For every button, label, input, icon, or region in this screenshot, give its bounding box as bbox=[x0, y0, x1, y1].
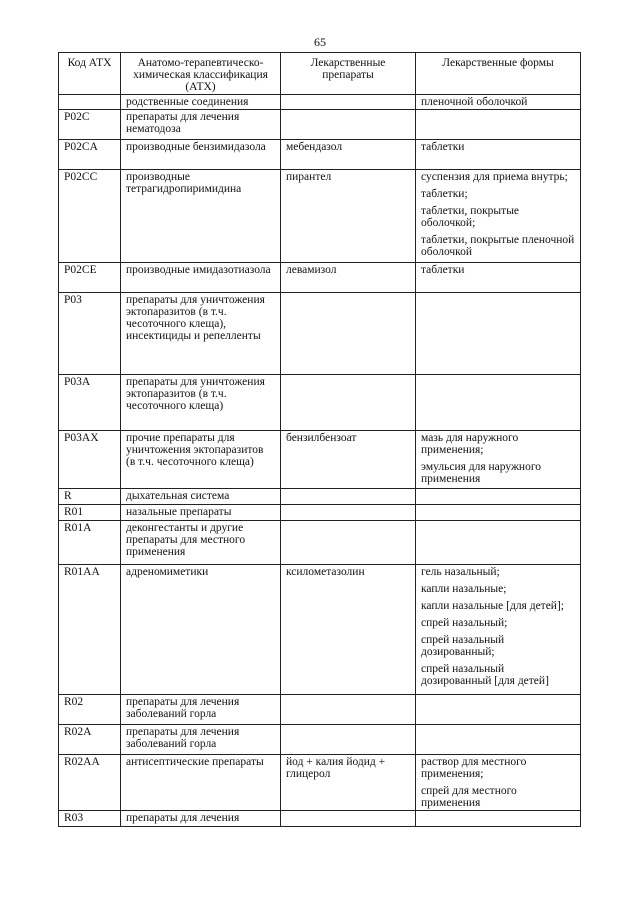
cell-code: P02CE bbox=[59, 263, 121, 293]
cell-dosage-forms bbox=[416, 521, 581, 565]
dosage-form-item: таблетки; bbox=[421, 188, 468, 200]
cell-dosage-forms bbox=[416, 725, 581, 755]
cell-code: R bbox=[59, 489, 121, 505]
cell-atc-classification: производные тетрагидропиримидина bbox=[121, 170, 281, 263]
cell-atc-classification: препараты для лечения заболеваний горла bbox=[121, 725, 281, 755]
cell-atc-classification: дыхательная система bbox=[121, 489, 281, 505]
dosage-form-item: суспензия для приема внутрь; bbox=[421, 171, 568, 183]
cell-drug: ксилометазолин bbox=[281, 565, 416, 695]
cell-code: R01 bbox=[59, 505, 121, 521]
table-row bbox=[59, 293, 581, 375]
table-row bbox=[59, 140, 581, 170]
cell-drug: бензилбензоат bbox=[281, 431, 416, 489]
cell-code: R02AA bbox=[59, 755, 121, 811]
cell-atc-classification: прочие препараты для уничтожения эктопаразитов (в т.ч. чесоточного клеща) bbox=[121, 431, 281, 489]
cell-atc-classification: антисептические препараты bbox=[121, 755, 281, 811]
cell-code: P03AX bbox=[59, 431, 121, 489]
table-row bbox=[59, 521, 581, 565]
cell-atc-classification: деконгестанты и другие препараты для местного применения bbox=[121, 521, 281, 565]
cell-code bbox=[59, 95, 121, 110]
cell-drug: пирантел bbox=[281, 170, 416, 263]
cell-dosage-forms bbox=[416, 95, 581, 110]
table-row bbox=[59, 95, 581, 110]
table-row bbox=[59, 565, 581, 695]
cell-code: R01A bbox=[59, 521, 121, 565]
dosage-form-item: спрей назальный дозированный [для детей] bbox=[421, 663, 549, 687]
cell-dosage-forms bbox=[416, 375, 581, 431]
cell-drug bbox=[281, 505, 416, 521]
cell-dosage-forms bbox=[416, 110, 581, 140]
dosage-form-item: капли назальные; bbox=[421, 583, 507, 595]
table-row bbox=[59, 505, 581, 521]
cell-atc-classification: препараты для лечения bbox=[121, 811, 281, 827]
table-row bbox=[59, 725, 581, 755]
header-dosage-forms: Лекарственные формы bbox=[416, 53, 581, 95]
header-code: Код АТХ bbox=[59, 53, 121, 95]
cell-drug bbox=[281, 489, 416, 505]
dosage-form-item: таблетки bbox=[421, 264, 465, 276]
cell-atc-classification: родственные соединения bbox=[121, 95, 281, 110]
table-row bbox=[59, 263, 581, 293]
cell-code: R03 bbox=[59, 811, 121, 827]
table-row bbox=[59, 110, 581, 140]
cell-dosage-forms bbox=[416, 695, 581, 725]
cell-dosage-forms bbox=[416, 170, 581, 263]
cell-drug: мебендазол bbox=[281, 140, 416, 170]
dosage-form-item: спрей назальный; bbox=[421, 617, 508, 629]
cell-code: P03 bbox=[59, 293, 121, 375]
cell-dosage-forms bbox=[416, 505, 581, 521]
table-row bbox=[59, 695, 581, 725]
atc-table bbox=[58, 52, 581, 827]
dosage-form-item: гель назальный; bbox=[421, 566, 500, 578]
cell-drug: левамизол bbox=[281, 263, 416, 293]
cell-drug bbox=[281, 811, 416, 827]
dosage-form-item: таблетки, покрытые оболочкой; bbox=[421, 205, 520, 229]
table-header bbox=[59, 53, 581, 95]
cell-drug: йод + калия йодид + глицерол bbox=[281, 755, 416, 811]
dosage-form-item: эмульсия для наружного применения bbox=[421, 461, 542, 485]
table-body bbox=[59, 95, 581, 827]
cell-drug bbox=[281, 695, 416, 725]
cell-dosage-forms bbox=[416, 293, 581, 375]
table-row bbox=[59, 755, 581, 811]
cell-code: P02CA bbox=[59, 140, 121, 170]
cell-atc-classification: препараты для уничтожения эктопаразитов (в т.ч. чесоточного клеща) bbox=[121, 375, 281, 431]
cell-drug bbox=[281, 521, 416, 565]
cell-atc-classification: препараты для уничтожения эктопаразитов (в т.ч. чесоточного клеща), инсектициды и репелленты bbox=[121, 293, 281, 375]
cell-dosage-forms bbox=[416, 140, 581, 170]
cell-dosage-forms bbox=[416, 565, 581, 695]
cell-code: R01AA bbox=[59, 565, 121, 695]
table-row bbox=[59, 431, 581, 489]
cell-code: P03A bbox=[59, 375, 121, 431]
header-row bbox=[59, 53, 581, 95]
page-number: 65 bbox=[314, 35, 326, 49]
dosage-form-item: пленочной оболочкой bbox=[421, 96, 528, 108]
dosage-form-item: раствор для местного применения; bbox=[421, 756, 527, 780]
header-drugs: Лекарственные препараты bbox=[281, 53, 416, 95]
cell-dosage-forms bbox=[416, 263, 581, 293]
cell-dosage-forms bbox=[416, 755, 581, 811]
cell-drug bbox=[281, 293, 416, 375]
dosage-form-item: капли назальные [для детей]; bbox=[421, 600, 564, 612]
cell-drug bbox=[281, 375, 416, 431]
cell-atc-classification: адреномиметики bbox=[121, 565, 281, 695]
cell-atc-classification: производные бензимидазола bbox=[121, 140, 281, 170]
dosage-form-item: таблетки bbox=[421, 141, 465, 153]
cell-code: P02CC bbox=[59, 170, 121, 263]
cell-drug bbox=[281, 725, 416, 755]
table-row bbox=[59, 375, 581, 431]
cell-drug bbox=[281, 110, 416, 140]
cell-dosage-forms bbox=[416, 811, 581, 827]
dosage-form-item: спрей назальный дозированный; bbox=[421, 634, 505, 658]
cell-code: P02C bbox=[59, 110, 121, 140]
table-row bbox=[59, 489, 581, 505]
cell-code: R02 bbox=[59, 695, 121, 725]
header-atc-classification: Анатомо-терапевтическо-химическая классификация (АТХ) bbox=[121, 53, 281, 95]
dosage-form-item: таблетки, покрытые пленочной оболочкой bbox=[421, 234, 575, 258]
table-row bbox=[59, 811, 581, 827]
cell-dosage-forms bbox=[416, 431, 581, 489]
cell-atc-classification: препараты для лечения нематодоза bbox=[121, 110, 281, 140]
cell-atc-classification: препараты для лечения заболеваний горла bbox=[121, 695, 281, 725]
cell-code: R02A bbox=[59, 725, 121, 755]
cell-atc-classification: назальные препараты bbox=[121, 505, 281, 521]
table-row bbox=[59, 170, 581, 263]
cell-dosage-forms bbox=[416, 489, 581, 505]
dosage-form-item: спрей для местного применения bbox=[421, 785, 517, 809]
cell-drug bbox=[281, 95, 416, 110]
dosage-form-item: мазь для наружного применения; bbox=[421, 432, 519, 456]
cell-atc-classification: производные имидазотиазола bbox=[121, 263, 281, 293]
